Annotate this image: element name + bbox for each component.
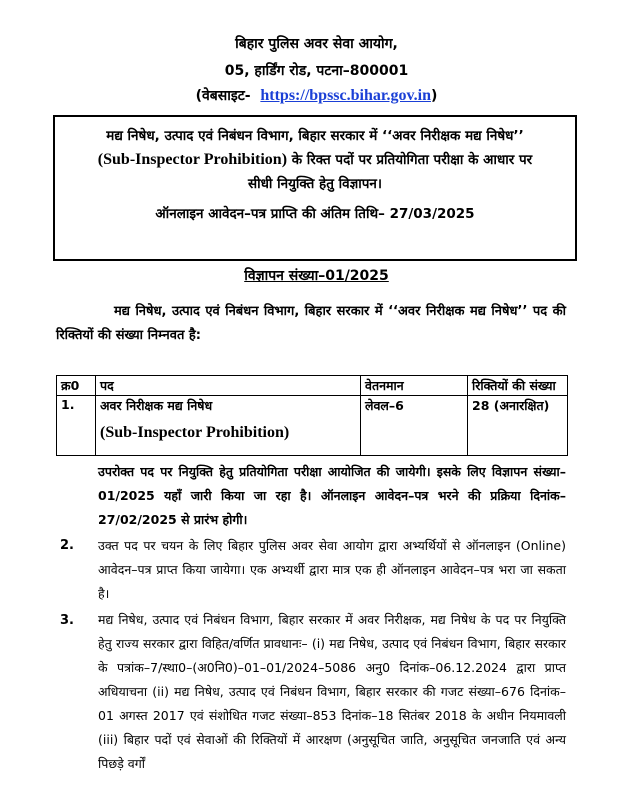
website-line	[0, 86, 633, 106]
header-post: पद	[96, 376, 361, 396]
row-pay-scale: लेवल–6	[361, 396, 468, 456]
header-pay-scale: वेतनमान	[361, 376, 468, 396]
header-sno: क्र0	[57, 376, 96, 396]
para-3-number: 3.	[60, 613, 74, 628]
para-1: उपरोक्त पद पर नियुक्ति हेतु प्रतियोगिता परीक्षा आयोजित की जायेगी। इसके लिए विज्ञापन संख्या–01/2025 यहाँ जारी किया जा रहा है। ऑनलाइन आवेदन–पत्र भरने की प्रक्रिया दिनांक–27/02/2025 से प्रारंभ होगी।	[98, 464, 566, 527]
notice-line-1: मद्य निषेध, उत्पाद एवं निबंधन विभाग, बिहार सरकार में ‘‘अवर निरीक्षक मद्य निषेध’’	[106, 128, 524, 144]
notice-line-2-hindi: के रिक्त पदों पर प्रतियोगिता परीक्षा के आधार पर	[287, 152, 533, 168]
row-post	[96, 396, 361, 456]
last-date-line: ऑनलाइन आवेदन–पत्र प्राप्ति की अंतिम तिथि– 27/03/2025	[155, 206, 475, 222]
intro-paragraph: मद्य निषेध, उत्पाद एवं निबंधन विभाग, बिहार सरकार में ‘‘अवर निरीक्षक मद्य निषेध’’ पद की रिक्तियों की संख्या निम्नवत है:	[56, 304, 566, 343]
row-post-english: (Sub-Inspector Prohibition)	[100, 424, 290, 441]
advertisement-number: विज्ञापन संख्या–01/2025	[244, 268, 389, 284]
table-row	[57, 396, 568, 456]
website-suffix: )	[430, 88, 438, 104]
org-address: 05, हार्डिंग रोड, पटना–800001	[224, 63, 409, 79]
notice-post-english: (Sub-Inspector Prohibition)	[97, 151, 288, 168]
org-name: बिहार पुलिस अवर सेवा आयोग,	[235, 36, 398, 52]
header-vacancies: रिक्तियों की संख्या	[468, 376, 568, 396]
website-prefix: (वेबसाइट-	[195, 88, 251, 104]
website-link[interactable]: https://bpssc.bihar.gov.in	[260, 87, 431, 104]
table-header-row	[57, 376, 568, 396]
notice-box	[53, 115, 577, 261]
row-post-hindi: अवर निरीक्षक मद्य निषेध	[100, 398, 213, 413]
notice-line-3: सीधी नियुक्ति हेतु विज्ञापन।	[247, 176, 383, 192]
vacancy-table	[56, 375, 568, 456]
row-vacancies: 28 (अनारक्षित)	[468, 396, 568, 456]
row-sno: 1.	[57, 396, 96, 456]
para-2: उक्त पद पर चयन के लिए बिहार पुलिस अवर सेवा आयोग द्वारा अभ्यर्थियों से ऑनलाइन (Online) आवेदन–पत्र प्राप्त किया जायेगा। एक अभ्यर्थी द्वारा मात्र एक ही ऑनलाइन आवेदन–पत्र भरा जा सकता है।	[98, 538, 566, 601]
notice-line-2	[55, 148, 575, 172]
para-3: मद्य निषेध, उत्पाद एवं निबंधन विभाग, बिहार सरकार में अवर निरीक्षक, मद्य निषेध के पद पर नियुक्ति हेतु राज्य सरकार द्वारा विहित/वर्णित प्रावधानः– (i) मद्य निषेध, उत्पाद एवं निबंधन विभाग, बिहार सरकार के पत्रांक–7/स्था0–(अ0नि0)–01–01/2024–5086 अनु0 दिनांक–06.12.2024 द्वारा प्राप्त अधियाचना (ii) मद्य निषेध, उत्पाद एवं निबंधन विभाग, बिहार सरकार की गजट संख्या–676 दिनांक–01 अगस्त 2017 एवं संशोधित गजट संख्या–853 दिनांक–18 सितंबर 2018 के अधीन नियमावली (iii) बिहार पदों एवं सेवाओं की रिक्तियों में आरक्षण (अनुसूचित जाति, अनुसूचित जनजाति एवं अन्य पिछड़े वर्गों	[98, 612, 566, 771]
para-2-number: 2.	[60, 538, 74, 553]
